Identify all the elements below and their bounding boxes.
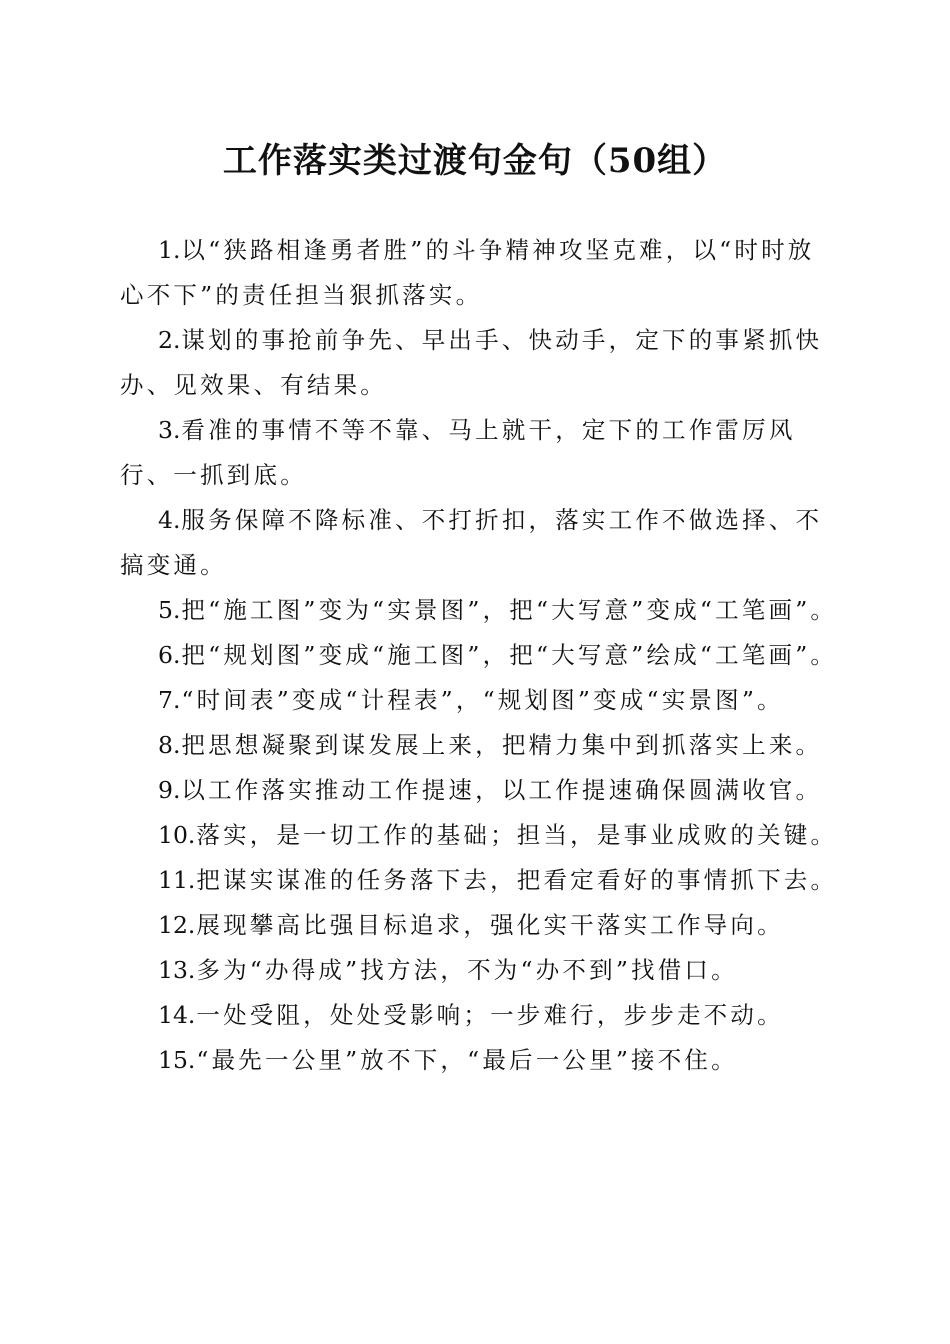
item-number: 6.: [158, 641, 181, 669]
item-number: 5.: [158, 596, 181, 624]
item-text: 看准的事情不等不靠、马上就干，定下的工作雷厉风行、一抓到底。: [120, 416, 796, 489]
item-text: 多为“办得成”找方法，不为“办不到”找借口。: [196, 956, 738, 984]
item-number: 3.: [158, 416, 181, 444]
item-number: 8.: [158, 731, 181, 759]
list-item: [120, 813, 840, 858]
list-item: [120, 948, 840, 993]
item-text: 把“施工图”变为“实景图”，把“大写意”变成“工笔画”。: [181, 596, 838, 624]
list-item: [120, 228, 840, 318]
item-number: 1.: [158, 236, 181, 264]
list-item: [120, 993, 840, 1038]
list-item: [120, 858, 840, 903]
list-item: [120, 768, 840, 813]
list-item: [120, 588, 840, 633]
item-text: 以“狭路相逢勇者胜”的斗争精神攻坚克难，以“时时放心不下”的责任担当狠抓落实。: [120, 236, 815, 309]
list-item: [120, 633, 840, 678]
item-number: 7.: [158, 686, 181, 714]
list-item: [120, 903, 840, 948]
list-item: [120, 408, 840, 498]
item-number: 15.: [158, 1046, 196, 1074]
item-text: 把思想凝聚到谋发展上来，把精力集中到抓落实上来。: [181, 731, 823, 759]
item-text: 以工作落实推动工作提速，以工作提速确保圆满收官。: [181, 776, 823, 804]
item-text: 谋划的事抢前争先、早出手、快动手，定下的事紧抓快办、见效果、有结果。: [120, 326, 823, 399]
item-text: 把谋实谋准的任务落下去，把看定看好的事情抓下去。: [196, 866, 838, 894]
item-number: 2.: [158, 326, 181, 354]
page-title: 工作落实类过渡句金句（50组）: [222, 141, 728, 181]
sentence-list: [120, 228, 840, 1083]
item-number: 14.: [158, 1001, 196, 1029]
item-number: 9.: [158, 776, 181, 804]
item-number: 12.: [158, 911, 196, 939]
list-item: [120, 1038, 840, 1083]
item-text: 一处受阻，处处受影响；一步难行，步步走不动。: [196, 1001, 784, 1029]
item-text: 服务保障不降标准、不打折扣，落实工作不做选择、不搞变通。: [120, 506, 823, 579]
item-text: “最先一公里”放不下，“最后一公里”接不住。: [196, 1046, 738, 1074]
list-item: [120, 498, 840, 588]
item-number: 11.: [158, 866, 196, 894]
item-number: 13.: [158, 956, 196, 984]
item-text: 展现攀高比强目标追求，强化实干落实工作导向。: [196, 911, 784, 939]
list-item: [120, 723, 840, 768]
list-item: [120, 678, 840, 723]
item-text: 把“规划图”变成“施工图”，把“大写意”绘成“工笔画”。: [181, 641, 838, 669]
item-number: 4.: [158, 506, 181, 534]
item-number: 10.: [158, 821, 196, 849]
list-item: [120, 318, 840, 408]
item-text: 落实，是一切工作的基础；担当，是事业成败的关键。: [196, 821, 838, 849]
item-text: “时间表”变成“计程表”，“规划图”变成“实景图”。: [181, 686, 784, 714]
